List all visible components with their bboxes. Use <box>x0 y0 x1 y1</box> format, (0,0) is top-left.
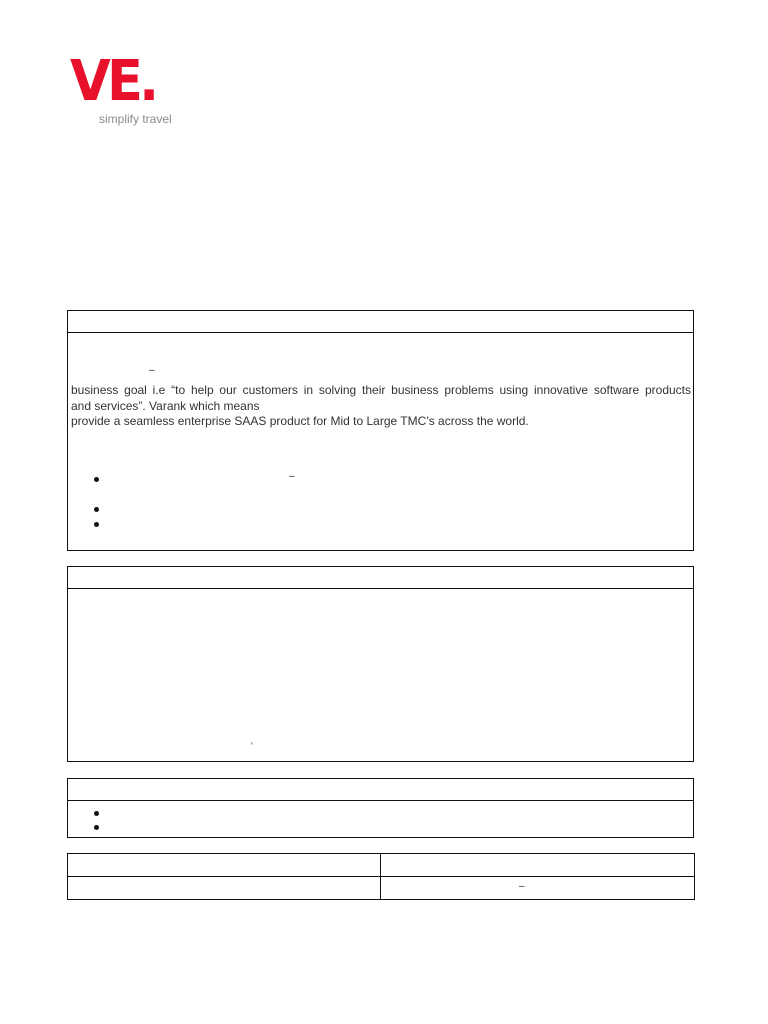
logo-mark: VE. <box>70 49 156 114</box>
details-table <box>67 853 695 900</box>
list-section-box <box>67 778 694 838</box>
table-row-divider <box>68 876 694 877</box>
bullet-icon <box>94 522 99 527</box>
table-cell-dash: – <box>519 881 525 892</box>
about-line-2: and services”. Varank which means <box>71 398 260 413</box>
content-section-box <box>67 566 694 762</box>
company-logo <box>70 49 180 130</box>
bullet-icon <box>94 477 99 482</box>
bullet-icon <box>94 825 99 830</box>
about-line-1: business goal i.e “to help our customers in solving their business problems using innovative software products <box>71 383 691 397</box>
about-section-box <box>67 310 694 551</box>
logo-tagline: simplify travel <box>99 112 172 126</box>
bullet-dash: – <box>289 471 295 482</box>
content-section-header <box>68 567 693 589</box>
about-line-3: provide a seamless enterprise SAAS product for Mid to Large TMC’s across the world. <box>71 414 529 428</box>
about-section-header <box>68 311 693 333</box>
bullet-icon <box>94 811 99 816</box>
bullet-icon <box>94 507 99 512</box>
list-section-header <box>68 779 693 801</box>
about-paragraph <box>71 383 691 430</box>
inline-dash: – <box>149 365 155 376</box>
stray-mark: ' <box>251 741 253 751</box>
table-column-divider <box>380 854 381 899</box>
